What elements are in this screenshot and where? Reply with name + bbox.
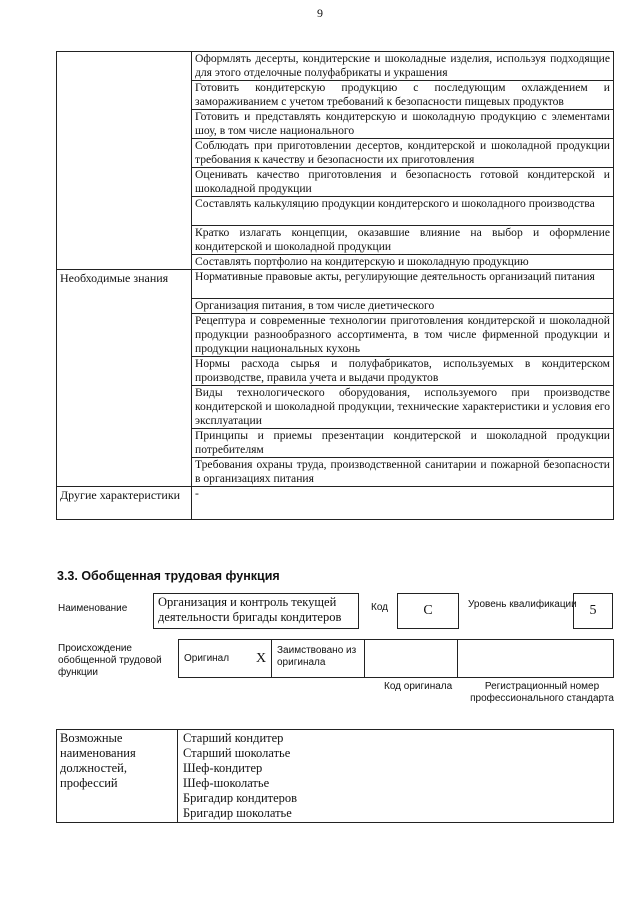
reg-number-caption: Регистрационный номер профессионального стандарта bbox=[470, 681, 614, 704]
position-item: Шеф-шоколатье bbox=[183, 776, 270, 790]
skill-item: Кратко излагать концепции, оказавшие влияние на выбор и оформление кондитерской и шоколадной продукции bbox=[192, 226, 614, 255]
positions-table bbox=[56, 729, 614, 823]
knowledge-item: Нормативные правовые акты, регулирующие деятельность организаций питания bbox=[192, 270, 614, 299]
code-value: С bbox=[397, 593, 459, 629]
section-title: 3.3. Обобщенная трудовая функция bbox=[57, 569, 280, 583]
original-code-cell bbox=[365, 640, 458, 678]
function-name-value: Организация и контроль текущей деятельности бригады кондитеров bbox=[153, 593, 359, 629]
positions-list bbox=[178, 730, 614, 823]
skill-item: Соблюдать при приготовлении десертов, кондитерской и шоколадной продукции требования к качеству и безопасности их приготовления bbox=[192, 139, 614, 168]
original-code-caption: Код оригинала bbox=[384, 681, 453, 692]
position-item: Бригадир шоколатье bbox=[183, 806, 292, 820]
skill-item: Оценивать качество приготовления и безопасность готовой кондитерской и шоколадной продукции bbox=[192, 168, 614, 197]
origin-label: Происхождение обобщенной трудовой функции bbox=[58, 643, 162, 678]
knowledge-label: Необходимые знания bbox=[57, 270, 192, 487]
knowledge-item: Принципы и приемы презентации кондитерской и шоколадной продукции потребителям bbox=[192, 429, 614, 458]
other-characteristics-label: Другие характеристики bbox=[57, 487, 192, 520]
borrowed-label: Заимствовано из оригинала bbox=[272, 640, 365, 678]
qualification-level-value: 5 bbox=[573, 593, 613, 629]
knowledge-item: Виды технологического оборудования, используемого при производстве кондитерской и шоколадной продукции, технические характеристики и условия его эксплуатации bbox=[192, 386, 614, 429]
knowledge-item: Организация питания, в том числе диетического bbox=[192, 299, 614, 314]
skill-item: Готовить кондитерскую продукцию с последующим охлаждением и замораживанием с учетом требований к безопасности пищевых продуктов bbox=[192, 81, 614, 110]
skills-label-cell bbox=[57, 52, 192, 270]
reg-number-cell bbox=[458, 640, 614, 678]
origin-table bbox=[178, 639, 614, 678]
code-label: Код bbox=[371, 602, 389, 613]
position-item: Старший кондитер bbox=[183, 731, 284, 745]
skill-item: Оформлять десерты, кондитерские и шоколадные изделия, используя подходящие для этого отделочные полуфабрикаты и украшения bbox=[192, 52, 614, 81]
skill-item: Готовить и представлять кондитерскую и шоколадную продукцию с элементами шоу, в том числе национального bbox=[192, 110, 614, 139]
skill-item: Составлять портфолио на кондитерскую и шоколадную продукцию bbox=[192, 255, 614, 270]
position-item: Старший шоколатье bbox=[183, 746, 291, 760]
knowledge-item: Требования охраны труда, производственной санитарии и пожарной безопасности в организациях питания bbox=[192, 458, 614, 487]
skill-item: Составлять калькуляцию продукции кондитерского и шоколадного производства bbox=[192, 197, 614, 226]
original-mark: X bbox=[251, 640, 272, 678]
page-number: 9 bbox=[317, 6, 323, 20]
positions-label: Возможные наименования должностей, профессий bbox=[57, 730, 178, 823]
skills-knowledge-table bbox=[56, 51, 614, 520]
position-item: Бригадир кондитеров bbox=[183, 791, 298, 805]
other-characteristics-value: - bbox=[192, 487, 614, 520]
knowledge-item: Нормы расхода сырья и полуфабрикатов, используемых в кондитерском производстве, правила учета и выдачи продуктов bbox=[192, 357, 614, 386]
function-name-label: Наименование bbox=[58, 603, 128, 614]
qualification-level-label: Уровень квалификации bbox=[468, 599, 577, 610]
knowledge-item: Рецептура и современные технологии приготовления кондитерской и шоколадной продукции разнообразного ассортимента, в том числе фирменной продукции и продукции национальных кухонь bbox=[192, 314, 614, 357]
position-item: Шеф-кондитер bbox=[183, 761, 263, 775]
original-label: Оригинал bbox=[179, 640, 252, 678]
